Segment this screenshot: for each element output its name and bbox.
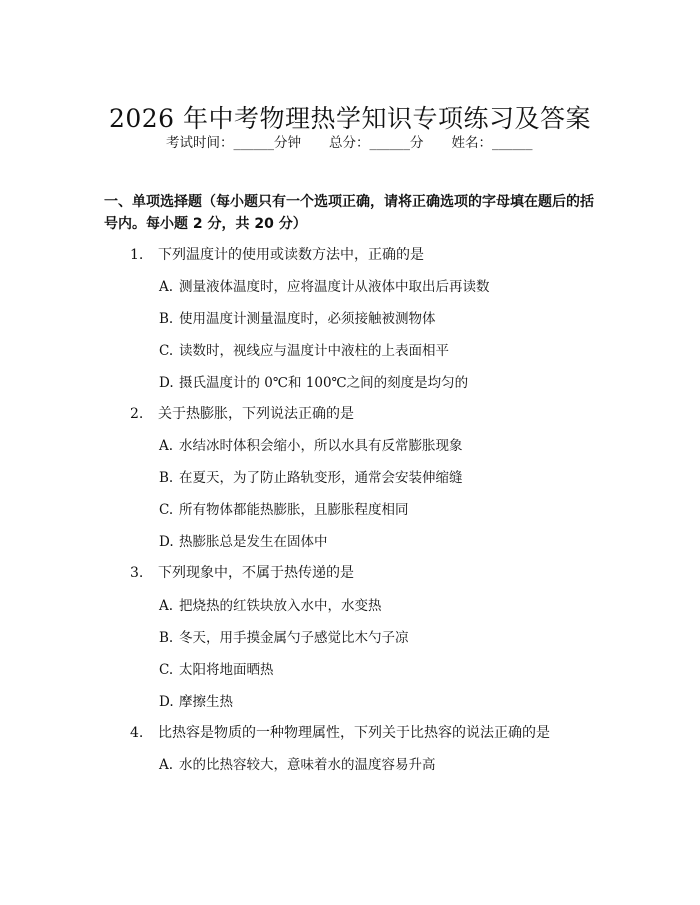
question-2-option-c [159,498,409,518]
option-letter: A. [159,438,174,454]
question-text: 下列现象中，不属于热传递的是 [158,565,354,581]
option-letter: D. [159,694,174,710]
question-3-option-a [159,594,382,614]
question-4-option-a [159,753,436,773]
question-1-option-c [159,339,449,359]
question-text: 关于热膨胀，下列说法正确的是 [158,406,354,422]
question-3-option-c [159,658,274,678]
exam-time-field: 考试时间：______分钟 [166,135,301,151]
question-text: 下列温度计的使用或读数方法中，正确的是 [158,247,424,263]
option-text: 使用温度计测量温度时，必须接触被测物体 [179,311,436,327]
question-2-option-a [159,434,463,454]
question-3-option-b [159,626,409,646]
option-text: 在夏天，为了防止路轨变形，通常会安装伸缩缝 [179,470,463,486]
option-text: 读数时，视线应与温度计中液柱的上表面相平 [179,343,449,359]
option-text: 摩擦生热 [179,694,233,710]
question-text: 比热容是物质的一种物理属性，下列关于比热容的说法正确的是 [158,725,550,741]
question-number: 3. [130,565,144,581]
option-letter: B. [159,311,174,327]
question-3 [130,562,354,582]
option-letter: C. [159,662,174,678]
question-1 [130,244,424,264]
option-letter: B. [159,470,174,486]
option-letter: A. [159,757,174,773]
option-text: 所有物体都能热膨胀，且膨胀程度相同 [179,502,409,518]
question-1-option-d [159,371,468,391]
option-text: 水结冰时体积会缩小，所以水具有反常膨胀现象 [179,438,463,454]
option-text: 测量液体温度时，应将温度计从液体中取出后再读数 [179,279,490,295]
question-3-option-d [159,690,233,710]
section-heading: 一、单项选择题（每小题只有一个选项正确，请将正确选项的字母填在题后的括号内。每小题 2 分，共 20 分） [104,194,594,232]
exam-meta [166,131,533,151]
question-number: 2. [130,406,144,422]
option-letter: C. [159,502,174,518]
option-text: 摄氏温度计的 0℃和 100℃之间的刻度是均匀的 [179,375,469,391]
question-2-option-b [159,466,463,486]
option-text: 把烧热的红铁块放入水中，水变热 [179,598,382,614]
option-text: 冬天，用手摸金属勺子感觉比木勺子凉 [179,630,409,646]
question-1-option-a [159,275,490,295]
page-title: 2026 年中考物理热学知识专项练习及答案 [108,103,592,133]
option-letter: D. [159,375,174,391]
option-text: 太阳将地面晒热 [179,662,274,678]
option-letter: C. [159,343,174,359]
question-2-option-d [159,530,328,550]
option-letter: B. [159,630,174,646]
question-2 [130,403,354,423]
question-number: 1. [130,247,144,263]
option-letter: A. [159,279,174,295]
option-text: 热膨胀总是发生在固体中 [179,534,328,550]
option-text: 水的比热容较大，意味着水的温度容易升高 [179,757,436,773]
question-4 [130,722,550,742]
total-score-field: 总分：______分 [329,135,424,151]
question-1-option-b [159,307,436,327]
option-letter: D. [159,534,174,550]
student-name-field: 姓名：______ [451,135,533,151]
question-number: 4. [130,725,144,741]
option-letter: A. [159,598,174,614]
